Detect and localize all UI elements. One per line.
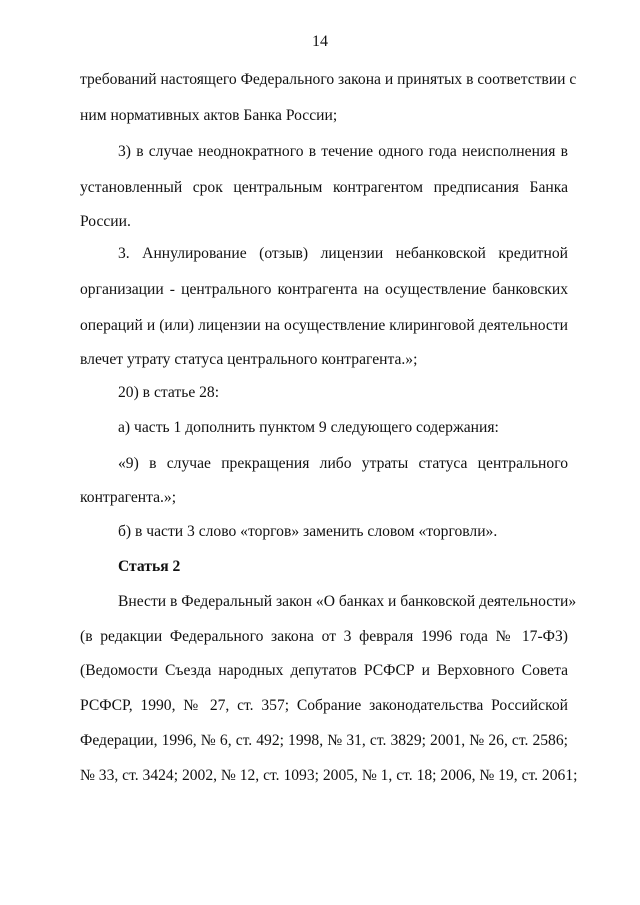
text-line: Внести в Федеральный закон «О банках и банковской деятельности» <box>118 593 577 610</box>
text-line: Федерации, 1996, № 6, ст. 492; 1998, № 31, ст. 3829; 2001, № 26, ст. 2586; <box>80 732 568 749</box>
text-line: 3. Аннулирование (отзыв) лицензии небанковской кредитной <box>118 245 568 262</box>
text-line: России. <box>80 213 131 230</box>
text-line: требований настоящего Федерального закона и принятых в соответствии с <box>80 71 577 88</box>
text-line: РСФСР, 1990, № 27, ст. 357; Собрание законодательства Российской <box>80 697 568 714</box>
text-line: операций и (или) лицензии на осуществление клиринговой деятельности <box>80 317 568 334</box>
text-line: организации - центрального контрагента на осуществление банковских <box>80 281 568 298</box>
text-line: 20) в статье 28: <box>118 384 220 401</box>
text-line: ним нормативных актов Банка России; <box>80 107 338 124</box>
text-line: а) часть 1 дополнить пунктом 9 следующего содержания: <box>118 419 499 436</box>
text-line: № 33, ст. 3424; 2002, № 12, ст. 1093; 2005, № 1, ст. 18; 2006, № 19, ст. 2061; <box>80 767 578 784</box>
text-line: влечет утрату статуса центрального контрагента.»; <box>80 351 418 368</box>
text-line: установленный срок центральным контрагентом предписания Банка <box>80 179 568 196</box>
text-line: б) в части 3 слово «торгов» заменить словом «торговли». <box>118 523 498 540</box>
text-line: (Ведомости Съезда народных депутатов РСФСР и Верховного Совета <box>80 662 568 679</box>
text-line: 3) в случае неоднократного в течение одного года неисполнения в <box>118 143 568 160</box>
article-heading: Статья 2 <box>118 558 181 575</box>
text-line: контрагента.»; <box>80 489 177 506</box>
text-line: «9) в случае прекращения либо утраты статуса центрального <box>118 455 568 472</box>
page-number: 14 <box>312 33 328 50</box>
text-line: (в редакции Федерального закона от 3 февраля 1996 года № 17-ФЗ) <box>80 628 568 645</box>
